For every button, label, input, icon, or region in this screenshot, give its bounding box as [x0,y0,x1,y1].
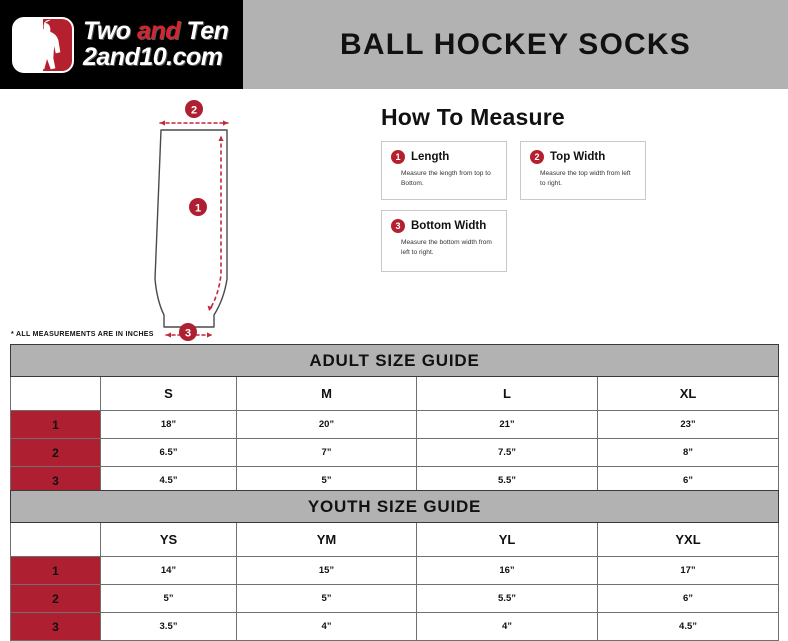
adult-header-corner [11,377,101,411]
svg-text:2: 2 [190,104,198,117]
measure-card-top-width-body: Measure the top width from left to right. [540,170,631,187]
brand-wordmark [83,19,228,70]
page-header [0,0,788,89]
table-row [11,557,779,585]
measure-card-bottom-width [381,210,507,272]
adult-col-s: S [101,377,237,411]
youth-r1-ym: 15” [237,557,417,585]
table-row [11,613,779,641]
youth-r1-yl: 16” [417,557,598,585]
measure-badge-3: 3 [391,219,405,233]
youth-r2-yl: 5.5” [417,585,598,613]
brand-line1-part1: Two [83,17,138,45]
measure-card-bottom-width-body: Measure the bottom width from left to right. [401,238,492,256]
adult-col-xl: XL [598,377,779,411]
measure-card-grid [381,141,681,272]
measure-card-bottom-width-title: Bottom Width [411,219,487,232]
youth-header-corner [11,523,101,557]
youth-row-label-3: 3 [11,613,101,641]
youth-col-ym: YM [237,523,417,557]
youth-size-guide-table [10,490,779,641]
adult-r3-m: 5” [237,467,417,495]
youth-r3-yl: 4” [417,613,598,641]
brand-logo[interactable] [0,0,243,89]
youth-r1-ys: 14” [101,557,237,585]
adult-size-guide-table [10,344,779,495]
page-title: BALL HOCKEY SOCKS [339,27,691,61]
table-title-row [11,345,779,377]
brand-line-2: 2and10.com [83,43,223,71]
table-row [11,439,779,467]
adult-col-l: L [417,377,598,411]
adult-table-title: ADULT SIZE GUIDE [11,345,779,377]
adult-col-m: M [237,377,417,411]
diagram-marker-1 [189,198,207,216]
youth-r2-yxl: 6” [598,585,779,613]
measurement-units-note: * ALL MEASUREMENTS ARE IN INCHES [11,331,154,338]
youth-r2-ys: 5” [101,585,237,613]
measure-badge-2: 2 [530,150,544,164]
adult-r1-xl: 23” [598,411,779,439]
how-to-measure-section [381,104,681,272]
table-row [11,585,779,613]
sock-measurement-diagram [110,96,370,341]
youth-r3-yxl: 4.5” [598,613,779,641]
adult-r2-s: 6.5” [101,439,237,467]
adult-row-label-2: 2 [11,439,101,467]
brand-line-1 [83,19,228,44]
youth-r3-ys: 3.5” [101,613,237,641]
measure-badge-1: 1 [391,150,405,164]
adult-row-label-3: 3 [11,467,101,495]
how-to-measure-heading: How To Measure [381,104,565,130]
brand-line1-part2: Ten [179,17,229,45]
table-title-row [11,491,779,523]
table-row [11,411,779,439]
measure-card-length-body: Measure the length from top to Bottom. [401,170,491,187]
adult-r3-xl: 6” [598,467,779,495]
diagram-marker-2 [185,100,203,118]
measure-card-length-title: Length [411,151,450,163]
brand-line1-and: and [137,17,180,45]
adult-row-label-1: 1 [11,411,101,439]
youth-r3-ym: 4” [237,613,417,641]
youth-row-label-2: 2 [11,585,101,613]
adult-r1-s: 18” [101,411,237,439]
youth-r1-yxl: 17” [598,557,779,585]
measure-card-top-width-title: Top Width [550,151,606,163]
youth-col-ys: YS [101,523,237,557]
adult-r1-l: 21” [417,411,598,439]
youth-row-label-1: 1 [11,557,101,585]
svg-text:1: 1 [194,202,202,215]
adult-r1-m: 20” [237,411,417,439]
table-header-row [11,377,779,411]
youth-table-title: YOUTH SIZE GUIDE [11,491,779,523]
youth-col-yl: YL [417,523,598,557]
youth-col-yxl: YXL [598,523,779,557]
adult-r2-l: 7.5” [417,439,598,467]
adult-r2-xl: 8” [598,439,779,467]
hockey-player-logo-icon [12,17,74,73]
youth-r2-ym: 5” [237,585,417,613]
measure-card-length [381,141,507,200]
adult-r2-m: 7” [237,439,417,467]
adult-r3-s: 4.5” [101,467,237,495]
table-header-row [11,523,779,557]
adult-r3-l: 5.5” [417,467,598,495]
diagram-marker-3 [179,323,197,341]
svg-text:3: 3 [184,327,192,340]
measure-card-top-width [520,141,646,200]
